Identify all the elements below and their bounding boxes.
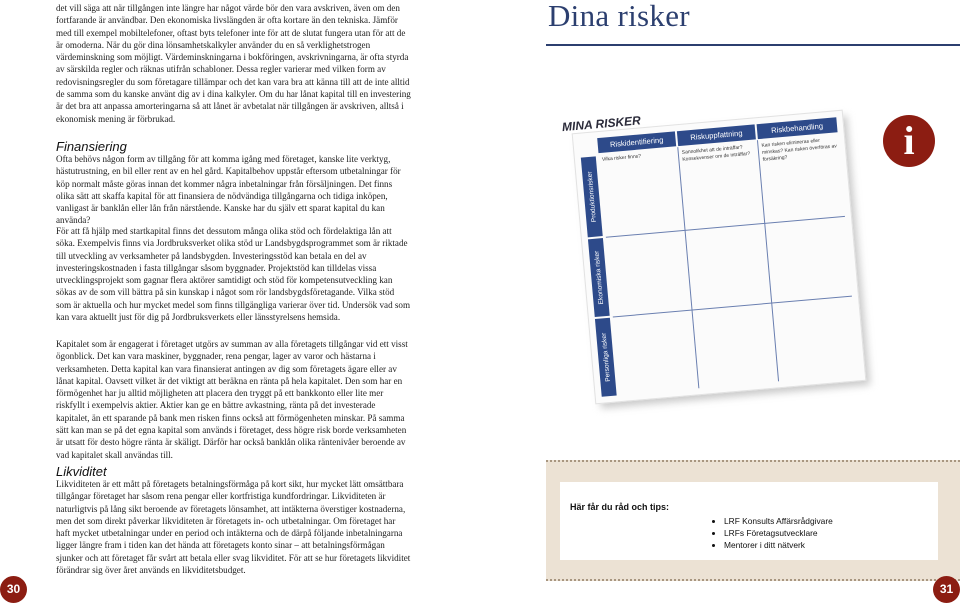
finansiering-paragraph-2: För att få hjälp med startkapital finns det dessutom många olika stöd och fördelaktiga lån att söka. Exempelvis finns via Jordbruksverket olika stöd ur Landsbygdsprogrammet som är riktade till utveckling av verksamheter på landsbygden. Investeringsstöd kan betala en del av investeringskostnaden i fasta tillgångar såsom byggnader. Projektstöd kan tilldelas vissa utvecklingsprojekt som gagnar flera aktörer samtidigt och stöd för kompetensutveckling kan sökas av de som vill bättra på sin kunskap i något som rör landsbygdsföretagande. Vilka stöd som är aktuella och hur mycket medel som finns tillgängliga varierar över tid. Undersök vad som kan vara aktuellt just för dig på Jordbruksverkets eller länsstyrelsens hemsida. — [56, 226, 411, 323]
grid-line — [613, 296, 852, 318]
page-number-right: 31 — [933, 576, 960, 603]
tips-list — [712, 515, 833, 551]
tips-box-inner — [560, 482, 938, 560]
page-number-left: 30 — [0, 576, 27, 603]
tips-item: • LRFs Företagsutvecklare — [724, 527, 833, 539]
risk-card-title: MINA RISKER — [561, 113, 642, 135]
info-icon: i — [883, 115, 935, 167]
grid-line — [757, 140, 779, 381]
question-identifiering: Vilka risker finns? — [601, 153, 642, 163]
page-title: Dina risker — [548, 0, 690, 33]
tips-item: • LRF Konsults Affärsrådgivare — [724, 515, 833, 527]
grid-line — [677, 147, 699, 388]
finansiering-paragraph-1: Ofta behövs någon form av tillgång för att komma igång med företaget, kanske lite verktyg, hästutrustning, en bil eller rent av en hel gård. Kapitalbehov uppstår eftersom utbetalningar för köp normalt måste göras innan det kommer några inbetalningar från försäljningen. Det finns olika sätt att skaffa kapital för att finansiera de nödvändiga tillgångarna och tidiga inköpen, vanligast är banklån eller lån från närstående. Kanske har du själv ett sparat kapital du kan använda? — [56, 154, 401, 226]
tips-heading: Här får du råd och tips: — [570, 502, 670, 512]
tips-box — [546, 460, 960, 581]
grid-line — [606, 216, 845, 238]
column-header-riskbehandling: Riskbehandling — [757, 117, 838, 139]
row-header-personliga-risker: Personliga risker — [595, 318, 617, 397]
column-header-riskuppfattning: Riskuppfattning — [677, 124, 756, 146]
title-divider — [546, 44, 960, 46]
question-uppfattning: Sannolikhet att de inträffar? Konsekvenser om de inträffar? — [681, 144, 751, 163]
row-header-produktionsrisker: Produktionsrisker — [581, 156, 603, 237]
likviditet-paragraph: Likviditeten är ett mått på företagets betalningsförmåga på kort sikt, hur mycket lätt omsättbara tillgångar företaget har såsom rena pengar eller kortfristiga kundfordringar. Likviditeten är naturligtvis på lång sikt beroende av företagets lönsamhet, att intäkterna överstiger kostnaderna, men det som direkt påverkar likviditeten är företagets in- och utbetalningar. Om företaget har haft mycket utbetalningar under en period och intäkterna och de därpå följande inbetalningarna ligger längre fram i tiden kan det hända att företagets konto sinar – att betalningsförmågan sjunker och att företaget får svårt att betala eller svag likviditet. För att se hur företagets likviditet förändrar sig över året används en likviditetsbudget. — [56, 479, 411, 576]
tips-item: • Mentorer i ditt nätverk — [724, 539, 833, 551]
risk-card — [561, 110, 867, 405]
finansiering-paragraph-3: Kapitalet som är engagerat i företaget utgörs av summan av alla företagets tillgångar vid ett visst ögonblick. Det kan vara maskiner, byggnader, rena pengar, lager av varor och hästarna i verksamheten. Detta kapital kan vara finansierat antingen av dig som företagets ägare eller av lånat kapital. Oavsett vilket är det viktigt att beräkna en ränta på hela kapitalet. Den som har en förmögenhet har ju alltid möjligheten att placera den tryggt på ett bankkonto eller lite mer riskfyllt i exempelvis aktier. Aktier kan ge en bättre avkastning, ränta på det investerade kapitalet, än ett sparande på bank men risken finns också att förmögenheten minskar. På samma sätt kan man se på det egna kapital som används i företaget, dess högre risk borde verksamheten är utsatt för desto högre ränta är skäligt. Därför har också banklån olika räntenivåer beroende av vad kapitalet skall användas till. — [56, 339, 408, 460]
finansiering-heading: Finansiering — [56, 139, 127, 154]
row-header-ekonomiska-risker: Ekonomiska risker — [588, 238, 610, 317]
question-behandling: Kan risken elimineras eller minskas? Kan risken överföras av försäkring? — [761, 137, 838, 163]
intro-paragraph: det vill säga att när tillgången inte längre har något värde bör den vara avskriven, även om den fortfarande är användbar. Den ekonomiska livslängden är ofta kortare än den tekniska. Jämför med till exempel mobiltelefoner, oftast byts telefoner inte för att de slutat fungera utan för att de är omoderna. När du gör dina lönsamhetskalkyler använder du en så verklighetstrogen värdeminskning som möjligt. Värdeminskningarna i bokföringen, avskrivningarna, är ofta styrda av särskilda regler och räknas utifrån schabloner. Dessa regler varierar med vilken form av redovisningsregler du som företagare tillämpar och det kan vara bra att känna till att de inte alltid de samma som du kanske använt dig av i dina kalkyler. Om du har lånat kapital till en investering är det bra att anpassa amorteringarna så att lånet är avbetalat när tillgången är avskriven, alltså i ekonomisk mening är förbrukad. — [56, 3, 411, 124]
column-header-riskidentifiering: Riskidentifiering — [597, 131, 676, 153]
likviditet-heading: Likviditet — [56, 464, 107, 479]
